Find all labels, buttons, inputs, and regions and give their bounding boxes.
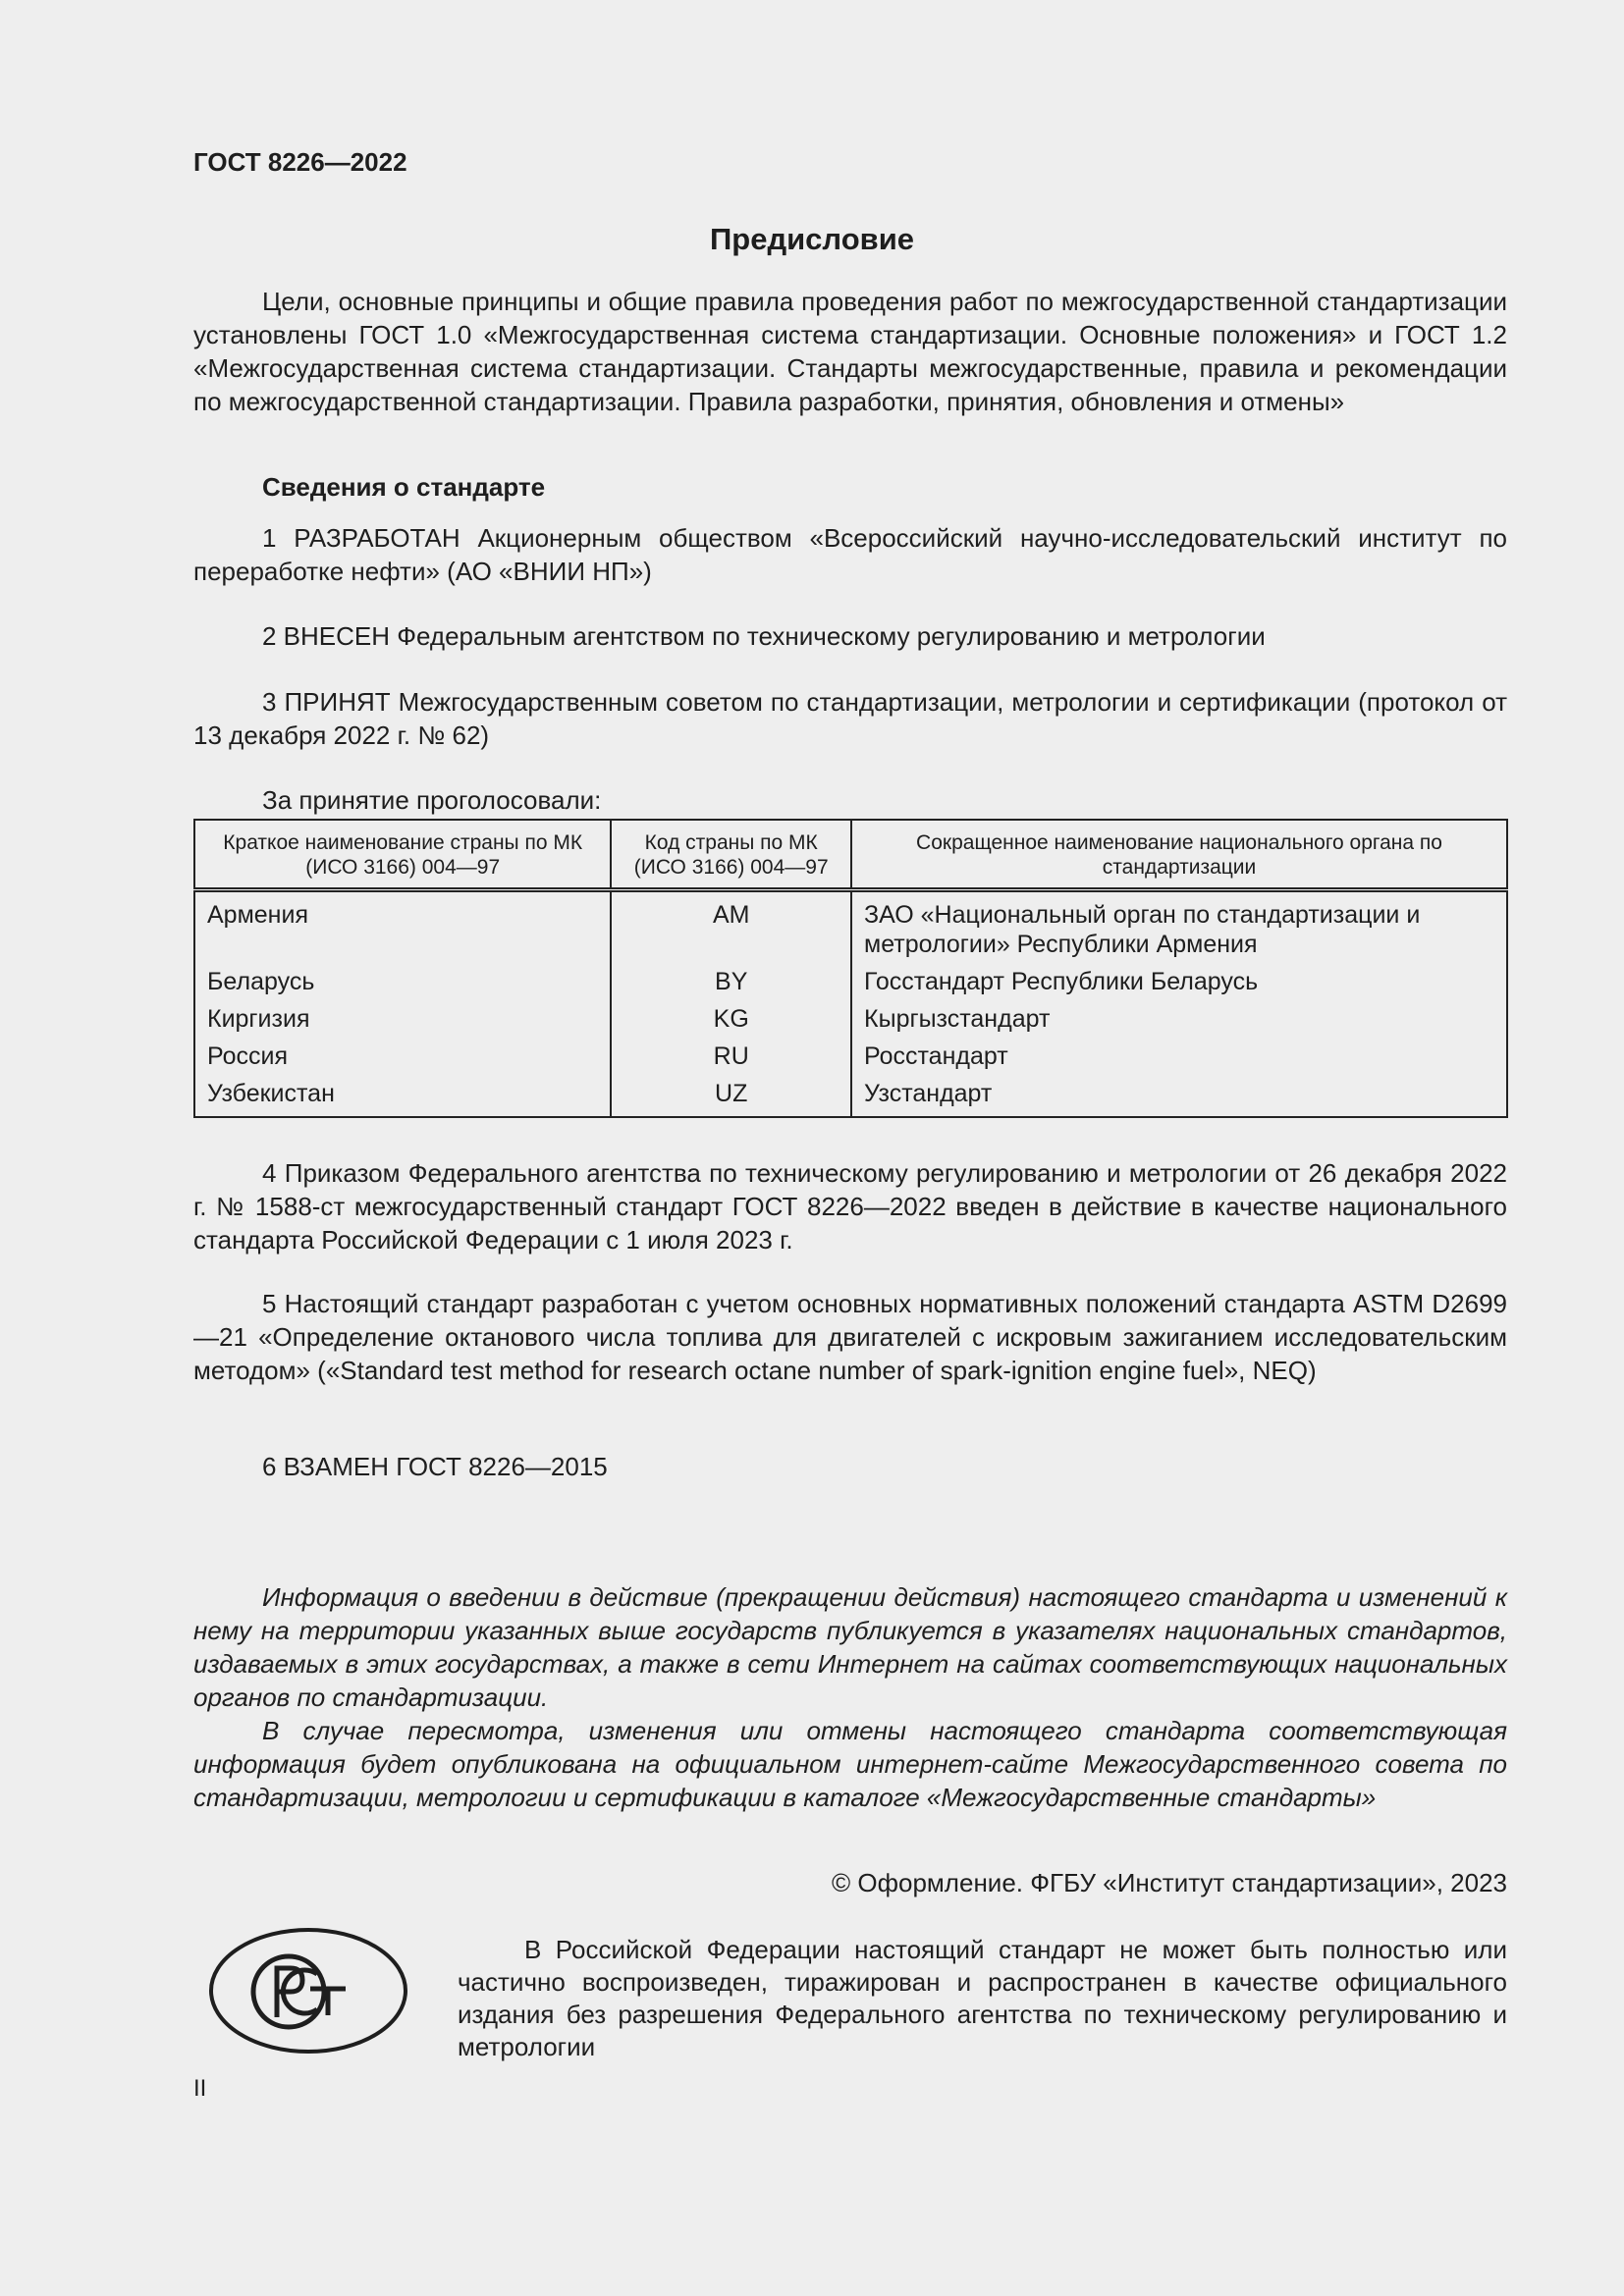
body-cell: Узстандарт <box>851 1075 1507 1117</box>
body-cell: Госстандарт Республики Беларусь <box>851 963 1507 1000</box>
item-enacted: 4 Приказом Федерального агентства по техническому регулированию и метрологии от 26 декабря 2022 г. № 1588-ст межгосударственный стандарт ГОСТ 8226—2022 введен в действие в качестве национального стандарта Российской Федерации с 1 июля 2023 г. <box>193 1158 1507 1255</box>
code-cell: AM <box>611 890 851 964</box>
info-heading: Сведения о стандарте <box>262 472 546 502</box>
code-cell: KG <box>611 1000 851 1038</box>
header-country: Краткое наименование страны по МК (ИСО 3166) 004—97 <box>194 820 611 890</box>
page-number: II <box>193 2075 207 2102</box>
code-cell: RU <box>611 1038 851 1075</box>
body-cell: Росстандарт <box>851 1038 1507 1075</box>
country-cell: Киргизия <box>194 1000 611 1038</box>
country-cell: Россия <box>194 1038 611 1075</box>
item-submitted: 2 ВНЕСЕН Федеральным агентством по техническому регулированию и метрологии <box>262 621 1266 651</box>
table-row <box>194 963 1507 1000</box>
item-based-on: 5 Настоящий стандарт разработан с учетом основных нормативных положений стандарта ASTM D2699—21 «Определение октанового числа топлива для двигателей с искровым зажиганием исследовательским методом» («Standard test method for research octane number of spark-ignition engine fuel», NEQ) <box>193 1289 1507 1385</box>
body-cell: ЗАО «Национальный орган по стандартизации и метрологии» Республики Армения <box>851 890 1507 964</box>
rights-notice: В Российской Федерации настоящий стандарт не может быть полностью или частично воспроизведен, тиражирован и распространен в качестве официального издания без разрешения Федерального агентства по техническому регулированию и метрологии <box>458 1935 1507 2061</box>
country-cell: Армения <box>194 890 611 964</box>
code-cell: BY <box>611 963 851 1000</box>
table-row <box>194 1000 1507 1038</box>
item-adopted: 3 ПРИНЯТ Межгосударственным советом по стандартизации, метрологии и сертификации (протокол от 13 декабря 2022 г. № 62) <box>193 687 1507 750</box>
copyright-line: © Оформление. ФГБУ «Институт стандартизации», 2023 <box>832 1868 1507 1897</box>
page-title: Предисловие <box>709 222 914 256</box>
body-cell: Кыргызстандарт <box>851 1000 1507 1038</box>
intro-paragraph: Цели, основные принципы и общие правила проведения работ по межгосударственной стандартизации установлены ГОСТ 1.0 «Межгосударственная система стандартизации. Основные положения» и ГОСТ 1.2 «Межгосударственная система стандартизации. Стандарты межгосударственные, правила и рекомендации по межгосударственной стандартизации. Правила разработки, принятия, обновления и отмены» <box>193 287 1507 416</box>
rst-logo-icon <box>208 1927 409 2055</box>
code-cell: UZ <box>611 1075 851 1117</box>
voted-label: За принятие проголосовали: <box>262 785 602 815</box>
table-row <box>194 890 1507 964</box>
votes-table <box>193 819 1508 1118</box>
table-header-row <box>194 820 1507 890</box>
country-cell: Беларусь <box>194 963 611 1000</box>
table-row <box>194 1075 1507 1117</box>
standard-code: ГОСТ 8226—2022 <box>193 147 407 177</box>
notice-revision: В случае пересмотра, изменения или отмены настоящего стандарта соответствующая информация будет опубликована на официальном интернет-сайте Межгосударственного совета по стандартизации, метрологии и сертификации в каталоге «Межгосударственные стандарты» <box>193 1716 1507 1812</box>
item-replaces: 6 ВЗАМЕН ГОСТ 8226—2015 <box>262 1452 608 1481</box>
header-body: Сокращенное наименование национального органа по стандартизации <box>851 820 1507 890</box>
notice-introduction: Информация о введении в действие (прекращении действия) настоящего стандарта и изменений к нему на территории указанных выше государств публикуется в указателях национальных стандартов, издаваемых в этих государствах, а также в сети Интернет на сайтах соответствующих национальных органов по стандартизации. <box>193 1582 1507 1712</box>
table-row <box>194 1038 1507 1075</box>
header-code: Код страны по МК (ИСО 3166) 004—97 <box>611 820 851 890</box>
item-developed: 1 РАЗРАБОТАН Акционерным обществом «Всероссийский научно-исследовательский институт по переработке нефти» (АО «ВНИИ НП») <box>193 523 1507 586</box>
country-cell: Узбекистан <box>194 1075 611 1117</box>
